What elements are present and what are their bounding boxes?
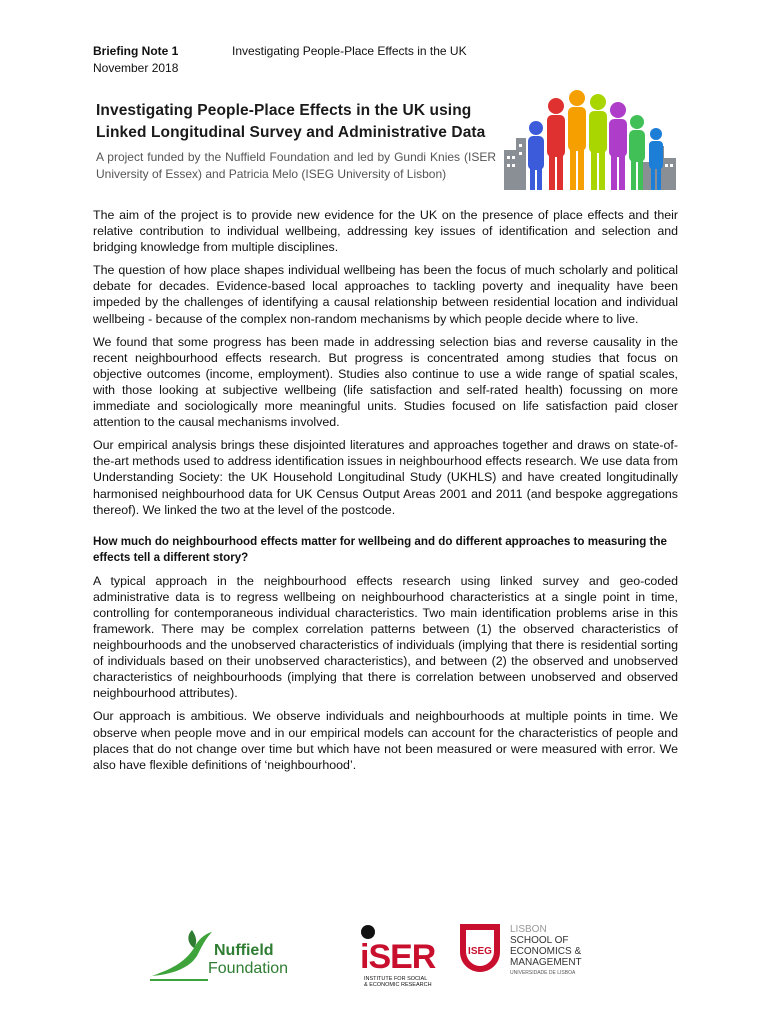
paragraph-analysis: Our empirical analysis brings these disjointed literatures and approaches together and draws on state-of-the-art methods used to address identification issues in neighbourhood effects research. We use data from Understanding Society: the UK Household Longitudinal Study (UKHLS) and have created longitudinally harmonised neighbourhood data for UK Census Output Areas 2001 and 2011 (and bespoke aggregations thereof). We linked the two at the level of the postcode. bbox=[93, 438, 678, 517]
people-illustration bbox=[502, 88, 678, 198]
iseg-badge-text: ISEG bbox=[468, 946, 492, 957]
iseg-text bbox=[510, 924, 582, 979]
footer-logos bbox=[0, 910, 770, 990]
iser-tagline bbox=[364, 976, 444, 988]
iseg-school: SCHOOL OF bbox=[510, 935, 569, 946]
iseg-logo bbox=[458, 920, 638, 980]
iser-logo bbox=[352, 918, 442, 990]
iseg-management: MANAGEMENT bbox=[510, 957, 582, 968]
nuffield-name: Nuffield bbox=[214, 942, 274, 959]
iser-wordmark: iSER bbox=[360, 938, 436, 976]
note-date: November 2018 bbox=[93, 61, 179, 75]
person-figures-icon bbox=[528, 90, 663, 190]
title-line-2: Linked Longitudinal Survey and Administrative Data bbox=[96, 124, 486, 141]
iseg-economics: ECONOMICS & bbox=[510, 946, 582, 957]
paragraph-question: The question of how place shapes individual wellbeing has been the focus of much scholarly and political debate for decades. Evidence-based local approaches to tackling poverty and inequality have been impeded by the challenges of identifying a causal relationship between residential location and individual wellbeing - because of the complex non-random mechanisms by which people decide where to live. bbox=[93, 263, 678, 326]
document-body bbox=[93, 207, 678, 780]
paragraph-ambition: Our approach is ambitious. We observe individuals and neighbourhoods at multiple points in time. We observe when people move and in our empirical models can account for the characteristics of people and places that do not change over time but which have not been measured or were measured with error. We also have flexible definitions of ‘neighbourhood’. bbox=[93, 709, 678, 772]
nuffield-foundation: Foundation bbox=[208, 960, 289, 977]
section-heading: How much do neighbourhood effects matter for wellbeing and do different approaches to measuring the effects tell a different story? bbox=[93, 534, 667, 564]
iseg-shield-icon bbox=[458, 922, 502, 974]
title-line-1: Investigating People-Place Effects in the UK using bbox=[96, 102, 472, 119]
paragraph-aim: The aim of the project is to provide new evidence for the UK on the presence of place effects and their relative contribution to individual wellbeing, addressing key issues of identification and selection and bridging knowledge from multiple disciplines. bbox=[93, 208, 678, 255]
iseg-university: UNIVERSIDADE DE LISBOA bbox=[510, 970, 576, 976]
iser-tagline-line-2: & ECONOMIC RESEARCH bbox=[364, 982, 432, 988]
paragraph-findings: We found that some progress has been made in addressing selection bias and reverse causality in the recent neighbourhood effects research. But progress is concentrated among studies that focus on objective outcomes (income, employment). Studies also continue to use a wide range of spatial scales, with those looking at subjective wellbeing (life satisfaction and self-rated health) focussing on more immediate and sociologically more meaningful units. Studies focused on life satisfaction paid closer attention to the causal mechanisms involved. bbox=[93, 334, 678, 430]
document-title bbox=[96, 100, 496, 144]
document-subtitle: A project funded by the Nuffield Foundation and led by Gundi Knies (ISER University of Essex) and Patricia Melo (ISEG University of Lisbon) bbox=[96, 150, 496, 181]
iseg-lisbon: LISBON bbox=[510, 924, 547, 935]
running-title: Investigating People-Place Effects in the UK bbox=[232, 44, 467, 58]
paragraph-approach: A typical approach in the neighbourhood effects research using linked survey and geo-coded administrative data is to regress wellbeing on neighbourhood characteristics at a single point in time, controlling for contemporaneous individual characteristics. Two main identification problems arise in this framework. There may be complex correlation patterns between (1) the observed characteristics of neighbourhoods and the unobserved characteristics of individuals (implying that there is residential sorting of individuals based on their unobserved characteristics), and between (2) the observed and unobserved characteristics of neighbourhoods (implying that there is correlation between unobserved and observed neighbourhood attributes). bbox=[93, 573, 678, 701]
note-label: Briefing Note 1 bbox=[93, 44, 179, 58]
header-left bbox=[93, 43, 178, 77]
iser-tagline-line-1: INSTITUTE FOR SOCIAL bbox=[364, 976, 428, 982]
nuffield-logo bbox=[148, 924, 328, 984]
